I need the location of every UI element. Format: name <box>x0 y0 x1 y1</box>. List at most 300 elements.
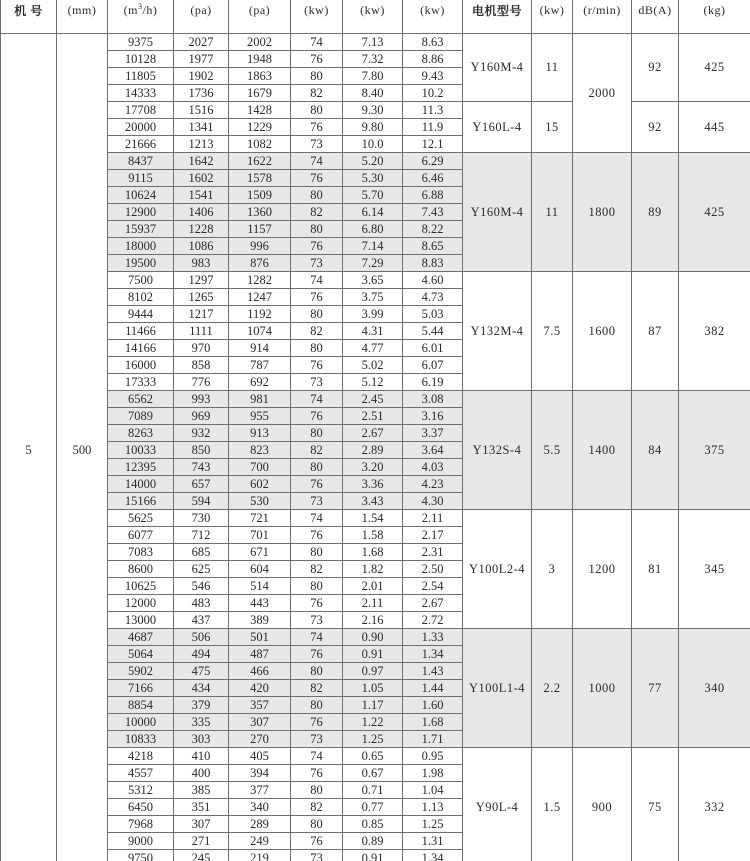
cell-total-pressure: 385 <box>174 782 229 799</box>
cell-required-power: 8.65 <box>403 238 463 255</box>
speed-cell: 2000 <box>573 34 632 153</box>
cell-static-pressure: 701 <box>229 527 291 544</box>
header-efficiency: (kw) <box>291 0 343 34</box>
cell-flow: 14333 <box>108 85 174 102</box>
cell-required-power: 6.88 <box>403 187 463 204</box>
cell-efficiency: 80 <box>291 425 343 442</box>
cell-static-pressure: 389 <box>229 612 291 629</box>
cell-internal-power: 4.77 <box>343 340 403 357</box>
cell-static-pressure: 2002 <box>229 34 291 51</box>
header-total-pressure: (pa) <box>174 0 229 34</box>
table-row <box>1 629 750 646</box>
motor-power-cell: 3 <box>532 510 573 629</box>
cell-required-power: 2.17 <box>403 527 463 544</box>
cell-internal-power: 9.30 <box>343 102 403 119</box>
header-internal-power: (kw) <box>343 0 403 34</box>
cell-efficiency: 80 <box>291 340 343 357</box>
cell-flow: 14000 <box>108 476 174 493</box>
cell-static-pressure: 1578 <box>229 170 291 187</box>
cell-flow: 18000 <box>108 238 174 255</box>
noise-cell: 84 <box>632 391 679 510</box>
cell-flow: 9000 <box>108 833 174 850</box>
cell-static-pressure: 700 <box>229 459 291 476</box>
weight-cell: 375 <box>679 391 750 510</box>
cell-internal-power: 3.43 <box>343 493 403 510</box>
cell-internal-power: 5.30 <box>343 170 403 187</box>
cell-total-pressure: 1297 <box>174 272 229 289</box>
cell-required-power: 6.29 <box>403 153 463 170</box>
cell-static-pressure: 289 <box>229 816 291 833</box>
cell-flow: 7500 <box>108 272 174 289</box>
motor-model-cell: Y160M-4 <box>463 34 532 102</box>
cell-static-pressure: 377 <box>229 782 291 799</box>
cell-static-pressure: 1428 <box>229 102 291 119</box>
weight-cell: 425 <box>679 34 750 102</box>
cell-total-pressure: 1217 <box>174 306 229 323</box>
cell-internal-power: 7.29 <box>343 255 403 272</box>
header-row <box>1 0 750 34</box>
cell-required-power: 6.01 <box>403 340 463 357</box>
weight-cell: 340 <box>679 629 750 748</box>
cell-total-pressure: 1541 <box>174 187 229 204</box>
table-row <box>1 272 750 289</box>
cell-required-power: 1.44 <box>403 680 463 697</box>
cell-efficiency: 76 <box>291 714 343 731</box>
cell-flow: 6077 <box>108 527 174 544</box>
cell-required-power: 4.60 <box>403 272 463 289</box>
cell-flow: 10128 <box>108 51 174 68</box>
table-row <box>1 748 750 765</box>
cell-total-pressure: 932 <box>174 425 229 442</box>
cell-flow: 8600 <box>108 561 174 578</box>
cell-flow: 12395 <box>108 459 174 476</box>
cell-required-power: 5.44 <box>403 323 463 340</box>
cell-total-pressure: 594 <box>174 493 229 510</box>
cell-efficiency: 76 <box>291 51 343 68</box>
model-number-cell: 5 <box>1 34 57 861</box>
cell-flow: 11466 <box>108 323 174 340</box>
weight-cell: 382 <box>679 272 750 391</box>
cell-flow: 12000 <box>108 595 174 612</box>
speed-cell: 1800 <box>573 153 632 272</box>
cell-static-pressure: 270 <box>229 731 291 748</box>
cell-internal-power: 2.67 <box>343 425 403 442</box>
cell-static-pressure: 1863 <box>229 68 291 85</box>
cell-efficiency: 82 <box>291 442 343 459</box>
cell-flow: 12900 <box>108 204 174 221</box>
header-flow: $(m^3/h)$ <box>108 0 174 34</box>
cell-total-pressure: 1341 <box>174 119 229 136</box>
cell-efficiency: 74 <box>291 153 343 170</box>
cell-internal-power: 0.97 <box>343 663 403 680</box>
cell-internal-power: 3.20 <box>343 459 403 476</box>
cell-efficiency: 82 <box>291 323 343 340</box>
cell-efficiency: 73 <box>291 850 343 861</box>
cell-static-pressure: 1157 <box>229 221 291 238</box>
cell-flow: 7166 <box>108 680 174 697</box>
speed-cell: 900 <box>573 748 632 861</box>
cell-static-pressure: 405 <box>229 748 291 765</box>
cell-required-power: 9.43 <box>403 68 463 85</box>
cell-required-power: 6.19 <box>403 374 463 391</box>
cell-efficiency: 76 <box>291 527 343 544</box>
cell-efficiency: 74 <box>291 272 343 289</box>
noise-cell: 81 <box>632 510 679 629</box>
cell-required-power: 8.63 <box>403 34 463 51</box>
cell-required-power: 2.11 <box>403 510 463 527</box>
header-model-no: 机 号 <box>1 0 57 34</box>
cell-efficiency: 76 <box>291 238 343 255</box>
cell-static-pressure: 1509 <box>229 187 291 204</box>
cell-internal-power: 0.91 <box>343 850 403 861</box>
cell-static-pressure: 501 <box>229 629 291 646</box>
cell-total-pressure: 1516 <box>174 102 229 119</box>
cell-internal-power: 3.99 <box>343 306 403 323</box>
cell-efficiency: 82 <box>291 85 343 102</box>
cell-required-power: 1.33 <box>403 629 463 646</box>
cell-required-power: 6.07 <box>403 357 463 374</box>
cell-static-pressure: 671 <box>229 544 291 561</box>
motor-power-cell: 5.5 <box>532 391 573 510</box>
cell-flow: 17708 <box>108 102 174 119</box>
cell-static-pressure: 981 <box>229 391 291 408</box>
cell-internal-power: 0.91 <box>343 646 403 663</box>
cell-required-power: 4.23 <box>403 476 463 493</box>
motor-model-cell: Y90L-4 <box>463 748 532 861</box>
cell-total-pressure: 437 <box>174 612 229 629</box>
cell-efficiency: 80 <box>291 306 343 323</box>
cell-flow: 9115 <box>108 170 174 187</box>
cell-static-pressure: 443 <box>229 595 291 612</box>
cell-total-pressure: 307 <box>174 816 229 833</box>
cell-required-power: 1.68 <box>403 714 463 731</box>
cell-flow: 4557 <box>108 765 174 782</box>
cell-efficiency: 76 <box>291 765 343 782</box>
cell-required-power: 8.22 <box>403 221 463 238</box>
cell-total-pressure: 850 <box>174 442 229 459</box>
cell-static-pressure: 1622 <box>229 153 291 170</box>
cell-internal-power: 6.14 <box>343 204 403 221</box>
cell-internal-power: 1.17 <box>343 697 403 714</box>
cell-internal-power: 2.45 <box>343 391 403 408</box>
cell-total-pressure: 1602 <box>174 170 229 187</box>
cell-required-power: 5.03 <box>403 306 463 323</box>
cell-total-pressure: 1086 <box>174 238 229 255</box>
weight-cell: 425 <box>679 153 750 272</box>
header-weight: (kg) <box>679 0 750 34</box>
cell-efficiency: 73 <box>291 255 343 272</box>
cell-static-pressure: 530 <box>229 493 291 510</box>
cell-efficiency: 73 <box>291 731 343 748</box>
header-static-pressure: (pa) <box>229 0 291 34</box>
cell-required-power: 1.34 <box>403 646 463 663</box>
cell-static-pressure: 604 <box>229 561 291 578</box>
cell-total-pressure: 1111 <box>174 323 229 340</box>
cell-required-power: 2.50 <box>403 561 463 578</box>
noise-cell: 87 <box>632 272 679 391</box>
cell-total-pressure: 1736 <box>174 85 229 102</box>
cell-static-pressure: 913 <box>229 425 291 442</box>
motor-model-cell: Y100L1-4 <box>463 629 532 748</box>
cell-flow: 6562 <box>108 391 174 408</box>
table-row <box>1 391 750 408</box>
cell-efficiency: 73 <box>291 374 343 391</box>
cell-static-pressure: 996 <box>229 238 291 255</box>
header-motor-power: (kw) <box>532 0 573 34</box>
speed-cell: 1200 <box>573 510 632 629</box>
cell-total-pressure: 475 <box>174 663 229 680</box>
cell-static-pressure: 420 <box>229 680 291 697</box>
cell-total-pressure: 993 <box>174 391 229 408</box>
cell-efficiency: 80 <box>291 459 343 476</box>
cell-flow: 6450 <box>108 799 174 816</box>
cell-required-power: 0.95 <box>403 748 463 765</box>
cell-required-power: 2.72 <box>403 612 463 629</box>
cell-required-power: 8.83 <box>403 255 463 272</box>
cell-total-pressure: 657 <box>174 476 229 493</box>
cell-efficiency: 82 <box>291 680 343 697</box>
cell-efficiency: 74 <box>291 748 343 765</box>
cell-internal-power: 8.40 <box>343 85 403 102</box>
cell-flow: 5064 <box>108 646 174 663</box>
cell-required-power: 2.31 <box>403 544 463 561</box>
cell-internal-power: 1.25 <box>343 731 403 748</box>
cell-static-pressure: 823 <box>229 442 291 459</box>
cell-internal-power: 7.80 <box>343 68 403 85</box>
cell-total-pressure: 379 <box>174 697 229 714</box>
cell-required-power: 4.30 <box>403 493 463 510</box>
cell-total-pressure: 546 <box>174 578 229 595</box>
cell-required-power: 3.16 <box>403 408 463 425</box>
cell-flow: 15166 <box>108 493 174 510</box>
cell-total-pressure: 2027 <box>174 34 229 51</box>
cell-internal-power: 2.89 <box>343 442 403 459</box>
cell-static-pressure: 466 <box>229 663 291 680</box>
cell-total-pressure: 434 <box>174 680 229 697</box>
cell-flow: 10833 <box>108 731 174 748</box>
cell-internal-power: 10.0 <box>343 136 403 153</box>
cell-required-power: 1.31 <box>403 833 463 850</box>
cell-internal-power: 5.20 <box>343 153 403 170</box>
noise-cell: 77 <box>632 629 679 748</box>
cell-internal-power: 1.05 <box>343 680 403 697</box>
speed-cell: 1600 <box>573 272 632 391</box>
cell-total-pressure: 1228 <box>174 221 229 238</box>
cell-efficiency: 80 <box>291 544 343 561</box>
cell-internal-power: 9.80 <box>343 119 403 136</box>
cell-static-pressure: 1082 <box>229 136 291 153</box>
cell-flow: 4687 <box>108 629 174 646</box>
cell-internal-power: 2.11 <box>343 595 403 612</box>
cell-internal-power: 1.22 <box>343 714 403 731</box>
cell-internal-power: 3.75 <box>343 289 403 306</box>
cell-static-pressure: 394 <box>229 765 291 782</box>
cell-efficiency: 80 <box>291 782 343 799</box>
cell-flow: 7968 <box>108 816 174 833</box>
cell-efficiency: 80 <box>291 187 343 204</box>
cell-total-pressure: 983 <box>174 255 229 272</box>
cell-total-pressure: 685 <box>174 544 229 561</box>
cell-efficiency: 74 <box>291 391 343 408</box>
cell-efficiency: 76 <box>291 119 343 136</box>
table-row <box>1 153 750 170</box>
cell-total-pressure: 858 <box>174 357 229 374</box>
cell-total-pressure: 1213 <box>174 136 229 153</box>
cell-total-pressure: 730 <box>174 510 229 527</box>
cell-efficiency: 74 <box>291 34 343 51</box>
table-row <box>1 34 750 51</box>
cell-internal-power: 5.12 <box>343 374 403 391</box>
cell-efficiency: 73 <box>291 493 343 510</box>
cell-required-power: 1.71 <box>403 731 463 748</box>
motor-model-cell: Y132M-4 <box>463 272 532 391</box>
cell-efficiency: 80 <box>291 102 343 119</box>
cell-total-pressure: 625 <box>174 561 229 578</box>
cell-static-pressure: 249 <box>229 833 291 850</box>
motor-power-cell: 2.2 <box>532 629 573 748</box>
cell-efficiency: 76 <box>291 170 343 187</box>
motor-model-cell: Y132S-4 <box>463 391 532 510</box>
cell-total-pressure: 335 <box>174 714 229 731</box>
cell-required-power: 11.9 <box>403 119 463 136</box>
header-speed: (r/min) <box>573 0 632 34</box>
cell-total-pressure: 776 <box>174 374 229 391</box>
table-row <box>1 510 750 527</box>
cell-flow: 9750 <box>108 850 174 861</box>
cell-total-pressure: 245 <box>174 850 229 861</box>
motor-model-cell: Y160L-4 <box>463 102 532 153</box>
cell-static-pressure: 1229 <box>229 119 291 136</box>
cell-internal-power: 4.31 <box>343 323 403 340</box>
cell-flow: 8437 <box>108 153 174 170</box>
cell-internal-power: 6.80 <box>343 221 403 238</box>
cell-efficiency: 76 <box>291 408 343 425</box>
cell-static-pressure: 1192 <box>229 306 291 323</box>
cell-required-power: 1.13 <box>403 799 463 816</box>
cell-total-pressure: 506 <box>174 629 229 646</box>
cell-efficiency: 80 <box>291 68 343 85</box>
motor-model-cell: Y160M-4 <box>463 153 532 272</box>
cell-static-pressure: 787 <box>229 357 291 374</box>
motor-power-cell: 15 <box>532 102 573 153</box>
cell-static-pressure: 1247 <box>229 289 291 306</box>
cell-internal-power: 7.13 <box>343 34 403 51</box>
cell-flow: 8102 <box>108 289 174 306</box>
cell-efficiency: 80 <box>291 663 343 680</box>
cell-static-pressure: 219 <box>229 850 291 861</box>
cell-efficiency: 80 <box>291 697 343 714</box>
cell-required-power: 1.25 <box>403 816 463 833</box>
weight-cell: 345 <box>679 510 750 629</box>
cell-static-pressure: 692 <box>229 374 291 391</box>
cell-flow: 7089 <box>108 408 174 425</box>
cell-static-pressure: 1282 <box>229 272 291 289</box>
cell-static-pressure: 876 <box>229 255 291 272</box>
cell-required-power: 11.3 <box>403 102 463 119</box>
cell-flow: 21666 <box>108 136 174 153</box>
cell-required-power: 1.98 <box>403 765 463 782</box>
cell-efficiency: 76 <box>291 476 343 493</box>
cell-flow: 16000 <box>108 357 174 374</box>
cell-total-pressure: 712 <box>174 527 229 544</box>
cell-flow: 5902 <box>108 663 174 680</box>
cell-internal-power: 7.32 <box>343 51 403 68</box>
cell-efficiency: 82 <box>291 204 343 221</box>
cell-required-power: 4.03 <box>403 459 463 476</box>
cell-internal-power: 1.58 <box>343 527 403 544</box>
noise-cell: 89 <box>632 153 679 272</box>
cell-efficiency: 76 <box>291 289 343 306</box>
cell-total-pressure: 1406 <box>174 204 229 221</box>
cell-static-pressure: 955 <box>229 408 291 425</box>
cell-flow: 10000 <box>108 714 174 731</box>
motor-model-cell: Y100L2-4 <box>463 510 532 629</box>
cell-efficiency: 80 <box>291 816 343 833</box>
cell-required-power: 1.43 <box>403 663 463 680</box>
cell-efficiency: 82 <box>291 561 343 578</box>
cell-static-pressure: 340 <box>229 799 291 816</box>
motor-power-cell: 7.5 <box>532 272 573 391</box>
cell-static-pressure: 1948 <box>229 51 291 68</box>
cell-flow: 9444 <box>108 306 174 323</box>
cell-required-power: 12.1 <box>403 136 463 153</box>
noise-cell: 92 <box>632 102 679 153</box>
cell-internal-power: 2.01 <box>343 578 403 595</box>
cell-required-power: 1.60 <box>403 697 463 714</box>
cell-internal-power: 5.02 <box>343 357 403 374</box>
cell-efficiency: 80 <box>291 221 343 238</box>
cell-total-pressure: 410 <box>174 748 229 765</box>
cell-internal-power: 3.36 <box>343 476 403 493</box>
cell-required-power: 7.43 <box>403 204 463 221</box>
cell-static-pressure: 721 <box>229 510 291 527</box>
cell-internal-power: 0.71 <box>343 782 403 799</box>
cell-internal-power: 7.14 <box>343 238 403 255</box>
cell-required-power: 10.2 <box>403 85 463 102</box>
cell-static-pressure: 1679 <box>229 85 291 102</box>
table-body <box>1 34 750 861</box>
noise-cell: 92 <box>632 34 679 102</box>
header-noise: dB(A) <box>632 0 679 34</box>
cell-internal-power: 3.65 <box>343 272 403 289</box>
cell-flow: 10033 <box>108 442 174 459</box>
motor-power-cell: 11 <box>532 34 573 102</box>
cell-flow: 13000 <box>108 612 174 629</box>
cell-flow: 7083 <box>108 544 174 561</box>
speed-cell: 1400 <box>573 391 632 510</box>
cell-efficiency: 76 <box>291 357 343 374</box>
header-diameter: (mm) <box>57 0 108 34</box>
cell-required-power: 2.54 <box>403 578 463 595</box>
cell-internal-power: 2.51 <box>343 408 403 425</box>
cell-flow: 9375 <box>108 34 174 51</box>
cell-flow: 14166 <box>108 340 174 357</box>
weight-cell: 332 <box>679 748 750 861</box>
cell-flow: 15937 <box>108 221 174 238</box>
cell-flow: 5312 <box>108 782 174 799</box>
cell-efficiency: 80 <box>291 578 343 595</box>
cell-required-power: 1.04 <box>403 782 463 799</box>
cell-total-pressure: 743 <box>174 459 229 476</box>
cell-static-pressure: 1074 <box>229 323 291 340</box>
cell-required-power: 6.46 <box>403 170 463 187</box>
cell-total-pressure: 494 <box>174 646 229 663</box>
cell-efficiency: 76 <box>291 595 343 612</box>
cell-efficiency: 82 <box>291 799 343 816</box>
cell-flow: 20000 <box>108 119 174 136</box>
cell-efficiency: 73 <box>291 612 343 629</box>
cell-internal-power: 0.65 <box>343 748 403 765</box>
